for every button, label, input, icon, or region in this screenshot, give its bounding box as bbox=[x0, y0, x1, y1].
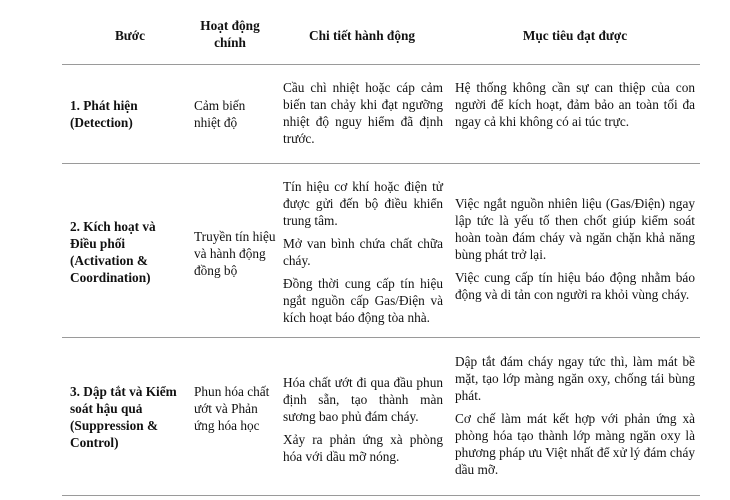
details-1 bbox=[283, 79, 443, 147]
step-2: 2. Kích hoạt và Điều phối (Activation & Coordination) bbox=[70, 219, 156, 285]
activity-2: Truyền tín hiệu và hành động đồng bộ bbox=[194, 229, 276, 278]
header-goals: Mục tiêu đạt được bbox=[522, 28, 628, 43]
activity-3: Phun hóa chất ướt và Phản ứng hóa học bbox=[194, 384, 270, 433]
row-divider bbox=[62, 495, 700, 496]
row-divider bbox=[62, 337, 700, 338]
goals-3-text-1: Dập tắt đám cháy ngay tức thì, làm mát bề mặt, tạo lớp màng ngăn oxy, chống tái bùng phát. bbox=[455, 354, 695, 403]
row-divider bbox=[62, 163, 700, 164]
row-divider bbox=[62, 64, 700, 65]
details-2-text-1: Tín hiệu cơ khí hoặc điện tử được gửi đến bộ điều khiển trung tâm. bbox=[283, 179, 443, 228]
goals-3 bbox=[455, 353, 695, 478]
step-1: 1. Phát hiện (Detection) bbox=[70, 98, 138, 130]
goals-2 bbox=[455, 195, 695, 303]
goals-2-text-2: Việc cung cấp tín hiệu báo động nhằm báo động và di tản con người ra khỏi vùng cháy. bbox=[455, 270, 695, 302]
details-2-text-2: Mở van bình chứa chất chữa cháy. bbox=[283, 236, 443, 268]
goals-1 bbox=[455, 79, 695, 130]
step-3: 3. Dập tắt và Kiểm soát hậu quả (Suppression & Control) bbox=[70, 384, 177, 450]
details-1-text: Cầu chì nhiệt hoặc cáp cảm biến tan chảy khi đạt ngưỡng nhiệt độ nguy hiểm đã định trước. bbox=[283, 80, 443, 146]
goals-3-text-2: Cơ chế làm mát kết hợp với phản ứng xà phòng hóa tạo thành lớp màng ngăn oxy là phương pháp ưu Việt nhất để xử lý đám cháy dầu mỡ. bbox=[455, 411, 695, 477]
header-step: Bước bbox=[114, 28, 146, 43]
details-2-text-3: Đồng thời cung cấp tín hiệu ngắt nguồn cấp Gas/Điện và kích hoạt báo động tòa nhà. bbox=[283, 276, 443, 325]
details-3-text-2: Xảy ra phản ứng xà phòng hóa với dầu mỡ nóng. bbox=[283, 432, 443, 464]
header-details: Chi tiết hành động bbox=[308, 28, 416, 43]
details-3-text-1: Hóa chất ướt đi qua đầu phun định sẵn, tạo thành màn sương bao phủ đám cháy. bbox=[283, 375, 443, 424]
details-3 bbox=[283, 374, 443, 465]
header-activity: Hoạt động chính bbox=[200, 18, 260, 50]
goals-1-text: Hệ thống không cần sự can thiệp của con người để kích hoạt, đảm bảo an toàn tối đa ngay cả khi không có ai túc trực. bbox=[455, 80, 695, 129]
goals-2-text-1: Việc ngắt nguồn nhiên liệu (Gas/Điện) ngay lập tức là yếu tố then chốt giúp kiểm soát hoàn toàn đám cháy và ngăn chặn khả năng bùng phát trở lại. bbox=[455, 196, 695, 262]
activity-1: Cảm biến nhiệt độ bbox=[194, 98, 246, 130]
details-2 bbox=[283, 178, 443, 326]
